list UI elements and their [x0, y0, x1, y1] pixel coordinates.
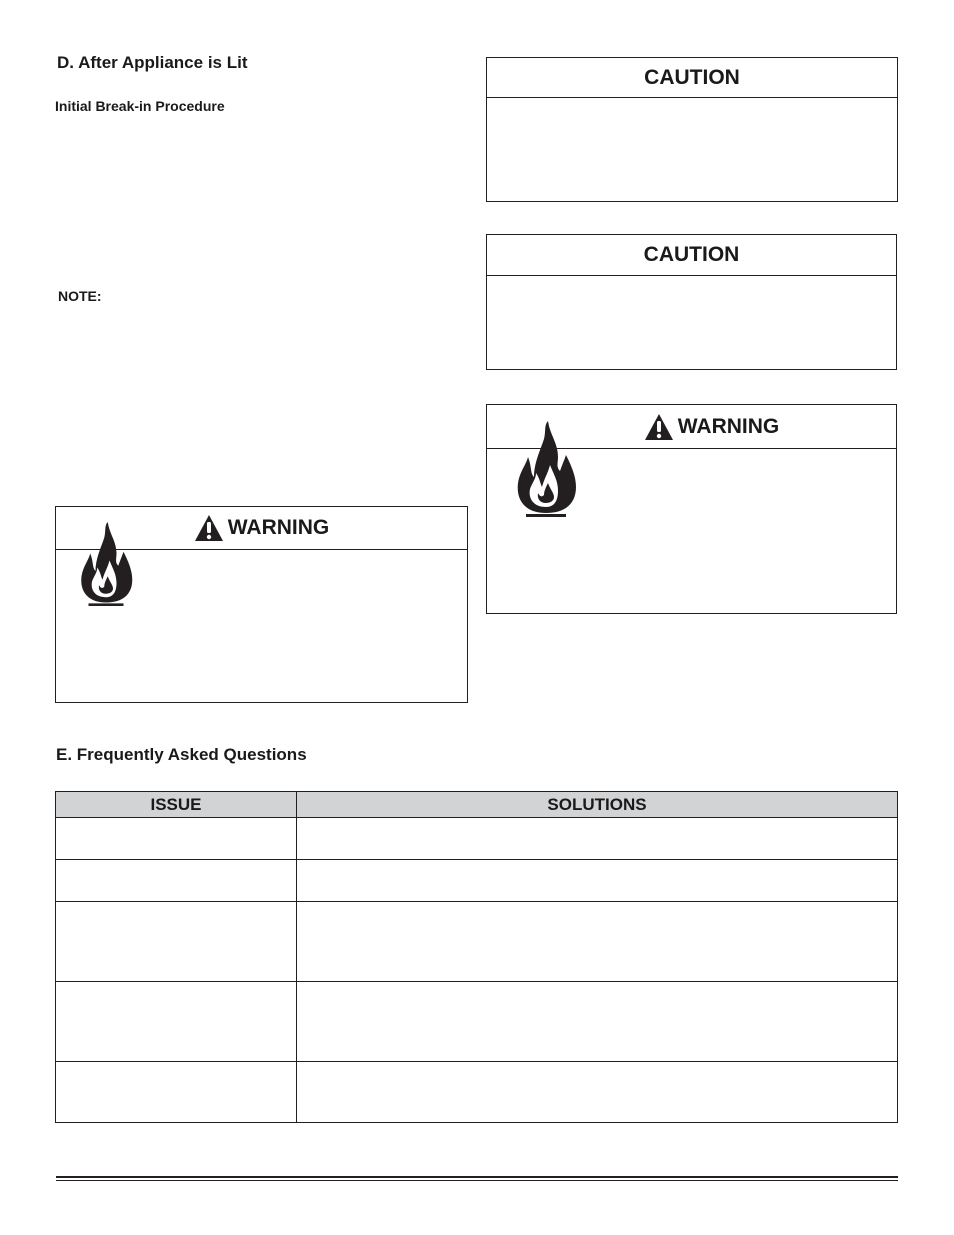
caution-box-1	[486, 57, 898, 202]
note-label: NOTE:	[58, 288, 102, 304]
warning-triangle-icon	[644, 413, 674, 441]
solution-cell	[297, 982, 898, 1062]
table-row	[56, 902, 898, 982]
solutions-column-header: SOLUTIONS	[297, 792, 898, 818]
warning-label-right: WARNING	[677, 414, 780, 438]
caution-header-2: CAUTION	[487, 235, 896, 276]
table-row	[56, 982, 898, 1062]
faq-table	[55, 791, 898, 1123]
table-row	[56, 1062, 898, 1123]
caution-header-1: CAUTION	[487, 58, 897, 98]
issue-column-header: ISSUE	[56, 792, 297, 818]
issue-cell	[56, 902, 297, 982]
fire-hazard-icon	[514, 421, 578, 517]
footer-rule-bottom	[56, 1180, 898, 1181]
warning-box-left	[55, 506, 468, 703]
section-e-title: E. Frequently Asked Questions	[56, 745, 307, 764]
solution-cell	[297, 1062, 898, 1123]
warning-triangle-icon	[194, 514, 224, 542]
faq-header-row	[56, 792, 898, 818]
solution-cell	[297, 902, 898, 982]
break-in-subtitle: Initial Break-in Procedure	[55, 98, 225, 114]
table-row	[56, 860, 898, 902]
warning-box-right	[486, 404, 897, 614]
warning-label-left: WARNING	[227, 516, 330, 539]
issue-cell	[56, 982, 297, 1062]
issue-cell	[56, 818, 297, 860]
solution-cell	[297, 818, 898, 860]
caution-box-2	[486, 234, 897, 370]
section-d-title: D. After Appliance is Lit	[57, 53, 248, 72]
footer-rule-top	[56, 1176, 898, 1178]
issue-cell	[56, 1062, 297, 1123]
issue-cell	[56, 860, 297, 902]
table-row	[56, 818, 898, 860]
fire-hazard-icon	[76, 522, 136, 606]
solution-cell	[297, 860, 898, 902]
